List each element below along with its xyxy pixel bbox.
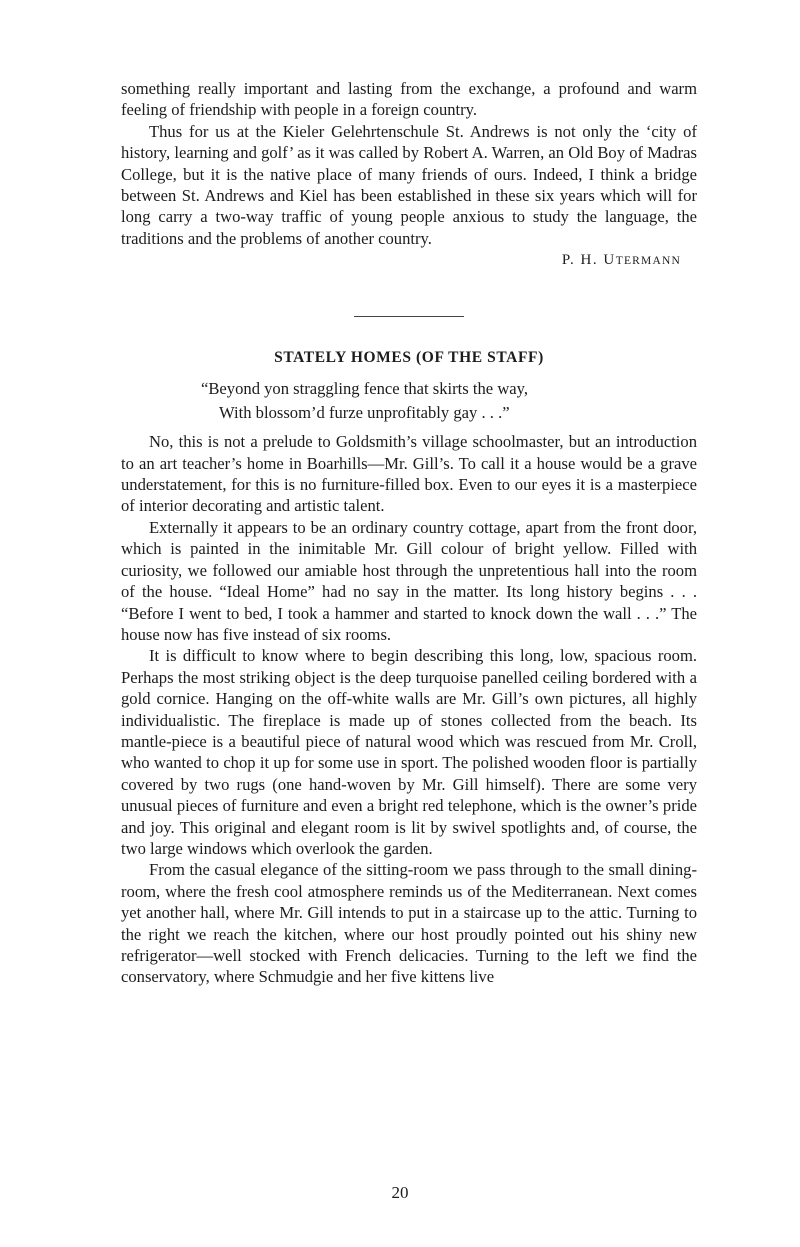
article-title: STATELY HOMES (OF THE STAFF): [274, 349, 544, 367]
page-number: 20: [391, 1183, 409, 1202]
signature-initials: P. H. U: [561, 252, 616, 269]
article2-paragraph-2: Externally it appears to be an ordinary country cottage, apart from the front door, which is painted in the inimitable Mr. Gill colour of bright yellow. Filled with curiosity, we followed our amiable host through the unpretentious hall into the room of the house. “Ideal Home” had no say in the matter. Its long history begins . . . “Before I went to bed, I took a hammer and started to knock down the wall . . .” The house now has five instead of six rooms.: [121, 517, 697, 644]
verse-line-1: “Beyond yon straggling fence that skirts the way,: [201, 379, 529, 399]
article1-paragraph-2: Thus for us at the Kieler Gelehrtenschule St. Andrews is not only the ‘city of history, learning and golf’ as it was called by Robert A. Warren, an Old Boy of Madras College, but it is the native place of many friends of ours. Indeed, I think a bridge between St. Andrews and Kiel has been established in these six years which will for long carry a two-way traffic of young people anxious to study the language, the traditions and the problems of another country.: [121, 121, 697, 248]
article2-paragraph-3: It is difficult to know where to begin describing this long, low, spacious room. Perhaps the most striking object is the deep turquoise panelled ceiling bordered with a gold cornice. Hanging on the off-white walls are Mr. Gill’s own pictures, all highly individualistic. The fireplace is made up of stones collected from the beach. Its mantle-piece is a beautiful piece of natural wood which was rescued from Mr. Croll, who wanted to chop it up for some use in sport. The polished wooden floor is partially covered by two rugs (one hand-woven by Mr. Gill himself). There are some very unusual pieces of furniture and even a bright red telephone, which is the owner’s pride and joy. This original and elegant room is lit by swivel spotlights and, of course, the two large windows which overlook the garden.: [121, 646, 697, 858]
article1-paragraph-1: something really important and lasting from the exchange, a profound and warm feeling of friendship with people in a foreign country.: [121, 79, 697, 120]
article2-paragraph-1: No, this is not a prelude to Goldsmith’s village schoolmaster, but an introduction to an art teacher’s home in Boarhills—Mr. Gill’s. To call it a house would be a grave understatement, for this is no furniture-filled box. Even to our eyes it is a masterpiece of interior decorating and artistic talent.: [121, 432, 697, 516]
epigraph-verse: [121, 377, 697, 425]
text-column: [121, 78, 697, 988]
article2-paragraph-4: From the casual elegance of the sitting-room we pass through to the small dining-room, where the fresh cool atmosphere reminds us of the Mediterranean. Next comes yet another hall, where Mr. Gill intends to put in a staircase up to the attic. Turning to the right we reach the kitchen, where our host proudly pointed out his shiny new refrigerator—well stocked with French delicacies. Turning to the left we find the conservatory, where Schmudgie and her five kittens live: [121, 860, 697, 987]
signature-surname-smallcaps: TERMANN: [615, 255, 681, 268]
verse-line-2: With blossom’d furze unprofitably gay . . .”: [219, 403, 510, 423]
author-signature: [121, 249, 697, 272]
section-divider: [354, 316, 464, 317]
